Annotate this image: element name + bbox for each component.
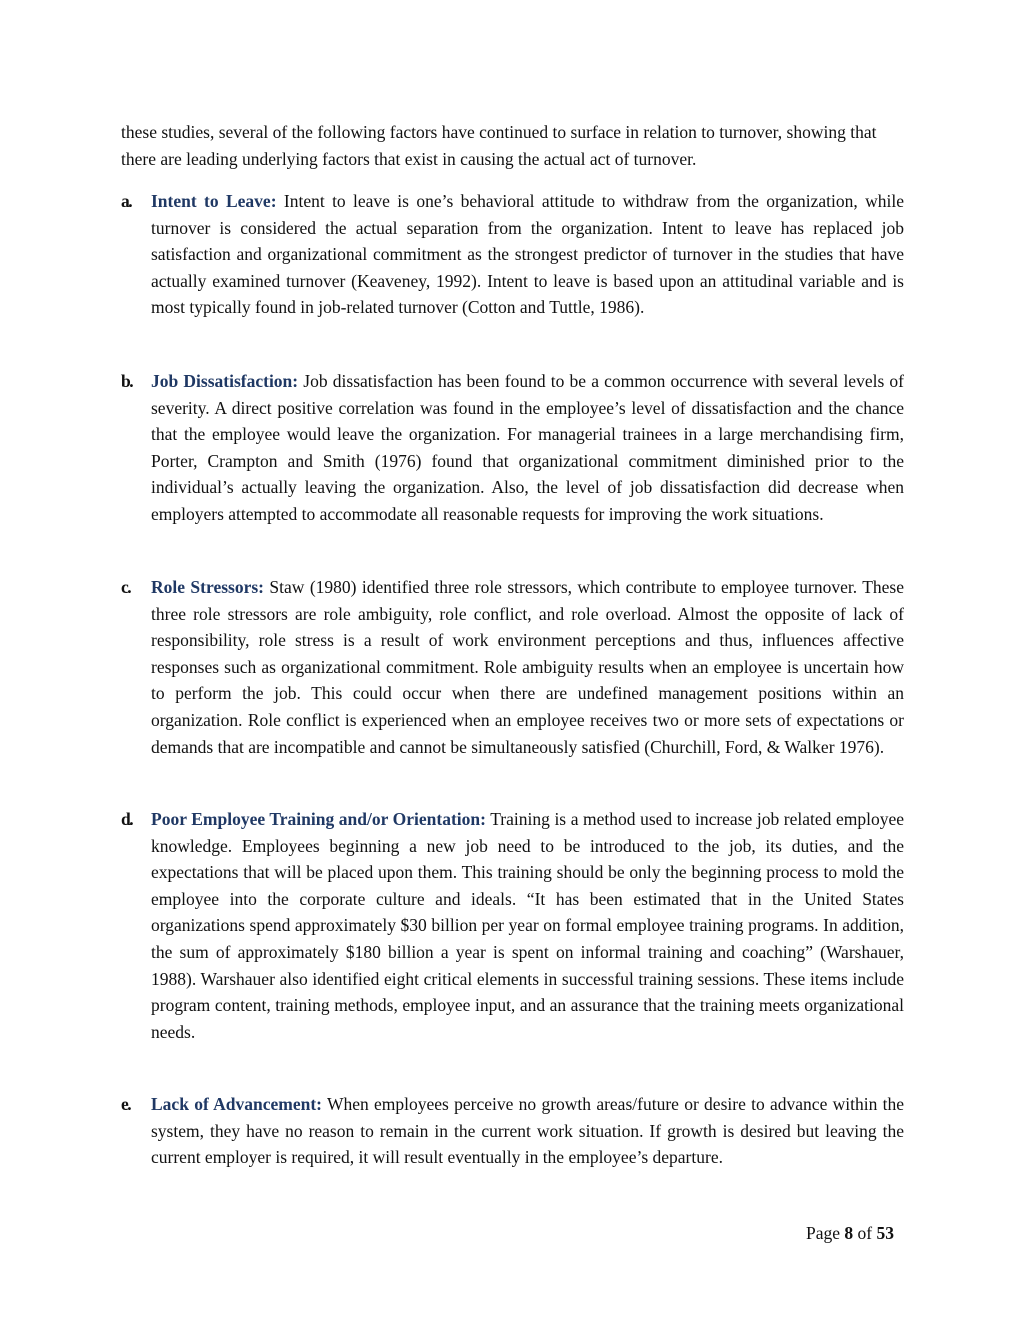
list-item-text: Intent to leave is one’s behavioral attitude to withdraw from the organization, while turnover is considered the actual separation from the organization. Intent to leave has replaced job satisfaction and organizational commitment as the strongest predictor of turnover in the studies that have actually examined turnover (Keaveney, 1992). Intent to leave is based upon an attitudinal variable and is most typically found in job-related turnover (Cotton and Tuttle, 1986). [151,191,904,318]
page-total: 53 [876,1223,894,1243]
list-item-lack-of-advancement [121,1091,904,1171]
list-item-text: Staw (1980) identified three role stressors, which contribute to employee turnover. These three role stressors are role ambiguity, role conflict, and role overload. Almost the opposite of lack of responsibility, role stress is a result of work environment perceptions and thus, influences affective responses such as organizational commitment. Role ambiguity results when an employee is uncertain how to perform the job. This could occur when there are undefined management positions within an organization. Role conflict is experienced when an employee receives two or more sets of expectations or demands that are incompatible and cannot be simultaneously satisfied (Churchill, Ford, & Walker 1976). [151,577,904,757]
list-item-text: Job dissatisfaction has been found to be a common occurrence with several levels of severity. A direct positive correlation was found in the employee’s level of dissatisfaction and the chance that the employee would leave the organization. For managerial trainees in a large merchandising firm, Porter, Crampton and Smith (1976) found that organizational commitment diminished prior to the individual’s actually leaving the organization. Also, the level of job dissatisfaction did decrease when employers attempted to accommodate all reasonable requests for improving the work situations. [151,371,905,524]
list-item-body [151,188,904,321]
list-item-intent-to-leave [121,188,904,321]
list-marker: a. [121,191,132,211]
list-item-body [151,574,904,760]
list-marker: c. [121,577,131,597]
list-item-text: When employees perceive no growth areas/future or desire to advance within the system, they have no reason to remain in the current work situation. If growth is desired but leaving the current employer is required, it will result eventually in the employee’s departure. [151,1094,905,1168]
list-item-heading: Lack of Advancement: [151,1094,322,1114]
list-marker: d. [121,809,133,829]
list-item-heading: Poor Employee Training and/or Orientation: [151,809,486,829]
list-marker: b. [121,371,133,391]
list-marker: e. [121,1094,131,1114]
list-item-role-stressors [121,574,904,760]
list-item-body [151,806,904,1045]
list-item-heading: Job Dissatisfaction: [151,371,299,391]
page-separator: of [857,1223,873,1243]
page-number: 8 [844,1223,854,1243]
intro-paragraph: these studies, several of the following factors have continued to surface in relation to turnover, showing that there are leading underlying factors that exist in causing the actual act of turnover. [121,122,877,169]
list-item-body [151,368,904,528]
list-item-poor-training [121,806,904,1045]
list-item-body [151,1091,904,1171]
page-footer [780,1221,894,1245]
list-item-heading: Intent to Leave: [151,191,277,211]
page-prefix: Page [806,1223,841,1243]
list-item-heading: Role Stressors: [151,577,264,597]
list-item-text: Training is a method used to increase job related employee knowledge. Employees beginning a new job need to be introduced to the job, its duties, and the expectations that will be placed upon them. This training should be only the beginning process to mold the employee into the corporate culture and ideals. “It has been estimated that in the United States organizations spend approximately $30 billion per year on formal employee training programs. In addition, the sum of approximately $180 billion a year is spent on informal training and coaching” (Warshauer, 1988). Warshauer also identified eight critical elements in successful training sessions. These items include program content, training methods, employee input, and an assurance that the training meets organizational needs. [151,809,904,1042]
list-item-job-dissatisfaction [121,368,904,528]
